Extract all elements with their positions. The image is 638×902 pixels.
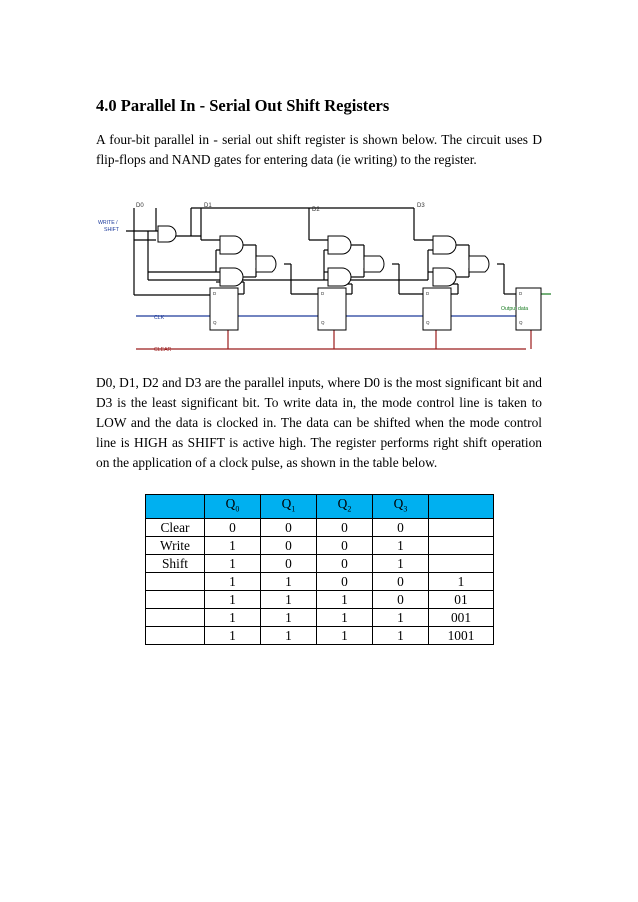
table-cell: 1: [205, 572, 261, 590]
table-cell: [146, 590, 205, 608]
table-header-cell: [146, 495, 205, 519]
write-shift-label: WRITE /: [98, 220, 118, 226]
circuit-diagram: [96, 200, 552, 360]
table-cell: 1: [261, 626, 317, 644]
table-header-cell: $Q_1$: [261, 495, 317, 519]
table-header-cell: $Q_0$: [205, 495, 261, 519]
table-cell: 1: [373, 536, 429, 554]
table-cell: 1: [205, 608, 261, 626]
ff2-d-label: D: [426, 291, 430, 296]
table-cell: 0: [317, 518, 373, 536]
table-cell: [146, 626, 205, 644]
section-heading: 4.0 Parallel In - Serial Out Shift Registers: [96, 96, 390, 115]
table-cell: 0: [317, 554, 373, 572]
table-cell: 1: [261, 608, 317, 626]
table-cell: 0: [205, 518, 261, 536]
d0-label: D0: [136, 203, 144, 209]
intro-paragraph: A four-bit parallel in - serial out shift register is shown below. The circuit uses D flip-flops and NAND gates for entering data (ie writing) to the register.: [96, 132, 542, 167]
table-row: [146, 608, 494, 626]
table-cell: [146, 572, 205, 590]
table-cell: [429, 554, 494, 572]
table-row: [146, 572, 494, 590]
table-header-cell: $Q_2$: [317, 495, 373, 519]
d2-label: D2: [312, 207, 320, 213]
ff2-q-label: Q: [426, 320, 430, 325]
d1-label: D1: [204, 203, 212, 209]
table-cell: 0: [317, 536, 373, 554]
ff1-q-label: Q: [321, 320, 325, 325]
table-cell: 0: [261, 518, 317, 536]
table-row: [146, 554, 494, 572]
table-cell: 0: [373, 590, 429, 608]
table-cell: Shift: [146, 554, 205, 572]
table-cell: 1: [373, 608, 429, 626]
table-row: [146, 590, 494, 608]
table-cell: 0: [373, 572, 429, 590]
table-cell: Write: [146, 536, 205, 554]
table-cell: 0: [373, 518, 429, 536]
table-cell: 0: [317, 572, 373, 590]
table-header-row: [146, 495, 494, 519]
table-cell: 1: [429, 572, 494, 590]
table-row: [146, 626, 494, 644]
table-cell: Clear: [146, 518, 205, 536]
ff0-d-label: D: [213, 291, 217, 296]
table-cell: 0: [261, 536, 317, 554]
table-cell: 01: [429, 590, 494, 608]
ff3-q-label: Q: [519, 320, 523, 325]
d3-label: D3: [417, 203, 425, 209]
table-cell: 1: [205, 554, 261, 572]
table-cell: 1: [205, 536, 261, 554]
clk-label: CLK: [154, 315, 165, 321]
table-cell: 1: [205, 626, 261, 644]
table-cell: 1: [261, 572, 317, 590]
ff1-d-label: D: [321, 291, 325, 296]
table-row: [146, 518, 494, 536]
table-cell: 001: [429, 608, 494, 626]
description-paragraph: D0, D1, D2 and D3 are the parallel inputs, where D0 is the most significant bit and D3 is the least significant bit. To write data in, the mode control line is taken to LOW and the data is clocked in. The data can be shifted when the mode control line is HIGH as SHIFT is active high. The register performs right shift operation on the application of a clock pulse, as shown in the table below.: [96, 375, 542, 470]
table-cell: 1: [317, 590, 373, 608]
table-header-cell: $Q_3$: [373, 495, 429, 519]
table-cell: 1: [317, 626, 373, 644]
table-row: [146, 536, 494, 554]
output-data-label: Output data: [501, 306, 529, 312]
table-cell: [429, 518, 494, 536]
write-shift-label-2: SHIFT: [104, 227, 119, 233]
table-cell: 0: [261, 554, 317, 572]
table-cell: 1001: [429, 626, 494, 644]
shift-table: [145, 494, 494, 645]
clear-label: CLEAR: [154, 347, 172, 353]
table-cell: 1: [261, 590, 317, 608]
ff3-d-label: D: [519, 291, 523, 296]
table-cell: 1: [373, 554, 429, 572]
ff0-q-label: Q: [213, 320, 217, 325]
table-cell: 1: [317, 608, 373, 626]
table-cell: 1: [205, 590, 261, 608]
table-cell: [146, 608, 205, 626]
table-header-cell: [429, 495, 494, 519]
table-cell: [429, 536, 494, 554]
table-cell: 1: [373, 626, 429, 644]
